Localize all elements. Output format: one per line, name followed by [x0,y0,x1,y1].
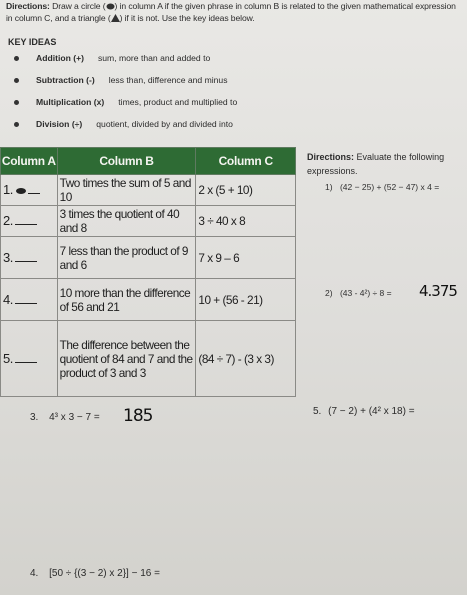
answer-blank[interactable] [28,183,40,194]
question-expression: [50 ÷ {(3 − 2) x 2}] − 16 = [49,568,160,579]
key-desc: less than, difference and minus [108,75,228,85]
phrase-cell: The difference between the quotient of 84 and 7 and the product of 3 and 3 [57,321,196,397]
key-desc: sum, more than and added to [97,53,211,63]
directions-part-3: ) if it is not. Use the key ideas below. [119,13,255,23]
answer-blank[interactable] [15,251,37,262]
answer-cell[interactable] [1,237,58,279]
question-number: 4. [30,568,39,579]
question-number: 2) [325,288,333,298]
evaluate-directions [307,150,462,178]
directions-part-2: ) in column A if the given phrase in column B is related to the given mathematical expression in column C, and a triangle ( [6,1,456,23]
key-term: Subtraction (-) [36,75,95,85]
circle-icon [106,3,115,10]
question-number: 1) [325,182,333,192]
phrase-cell: 10 more than the difference of 56 and 21 [57,279,196,321]
answer-blank[interactable] [15,214,37,225]
key-item [14,53,237,75]
phrase-cell: 3 times the quotient of 40 and 8 [57,206,196,237]
table-row [1,321,296,397]
question-5 [313,406,415,417]
answer-cell[interactable] [1,279,58,321]
phrase-cell: Two times the sum of 5 and 10 [57,175,196,206]
column-b-header: Column B [57,148,196,175]
question-expression: (42 − 25) + (52 − 47) x 4 = [339,182,440,192]
question-expression: (7 − 2) + (4² x 18) = [328,406,415,417]
triangle-icon [111,14,120,22]
evaluate-label: Directions: [307,152,355,162]
question-number: 5. [313,406,322,417]
question-2 [325,288,392,298]
circle-mark-icon [16,188,26,194]
key-desc: times, product and multiplied to [118,97,238,107]
evaluate-text: Evaluate the following expressions. [307,152,445,176]
row-number: 5. [3,350,13,366]
question-1 [325,182,439,192]
phrase-cell: 7 less than the product of 9 and 6 [57,237,196,279]
key-item [14,119,237,141]
key-item [14,75,237,97]
expression-cell: (84 ÷ 7) - (3 x 3) [196,321,296,397]
handwritten-answer-3: 185 [123,406,153,426]
directions-text [6,0,462,24]
table-row [1,175,296,206]
answer-cell[interactable] [1,206,58,237]
answer-cell[interactable] [1,175,58,206]
answer-cell[interactable] [1,321,58,397]
key-term: Division (÷) [36,119,83,129]
row-number: 1. [3,182,13,197]
directions-label: Directions: [6,1,50,11]
answer-blank[interactable] [15,352,37,363]
question-number: 3. [30,412,39,423]
directions-part-1: Draw a circle ( [52,1,106,11]
row-number: 3. [3,249,13,265]
question-expression: (43 - 4²) ÷ 8 = [339,288,392,298]
table-row [1,279,296,321]
table-row [1,206,296,237]
question-3 [30,412,100,423]
answer-blank[interactable] [15,293,37,304]
key-term: Multiplication (x) [36,97,105,107]
handwritten-answer-2: 4.375 [419,282,457,300]
expression-cell: 7 x 9 – 6 [196,237,296,279]
table-row [1,237,296,279]
expression-cell: 3 ÷ 40 x 8 [196,206,296,237]
key-term: Addition (+) [36,53,84,63]
table-header-row [1,148,296,175]
key-item [14,97,237,119]
key-ideas-title: KEY IDEAS [8,37,57,47]
column-a-header: Column A [1,148,58,175]
row-number: 2. [3,213,13,228]
key-ideas-list [14,53,237,141]
expression-cell: 10 + (56 - 21) [196,279,296,321]
column-c-header: Column C [196,148,296,175]
row-number: 4. [3,291,13,307]
key-desc: quotient, divided by and divided into [96,119,233,129]
matching-table [0,147,296,397]
question-expression: 4³ x 3 − 7 = [49,412,100,423]
expression-cell: 2 x (5 + 10) [196,175,296,206]
question-4 [30,568,160,579]
